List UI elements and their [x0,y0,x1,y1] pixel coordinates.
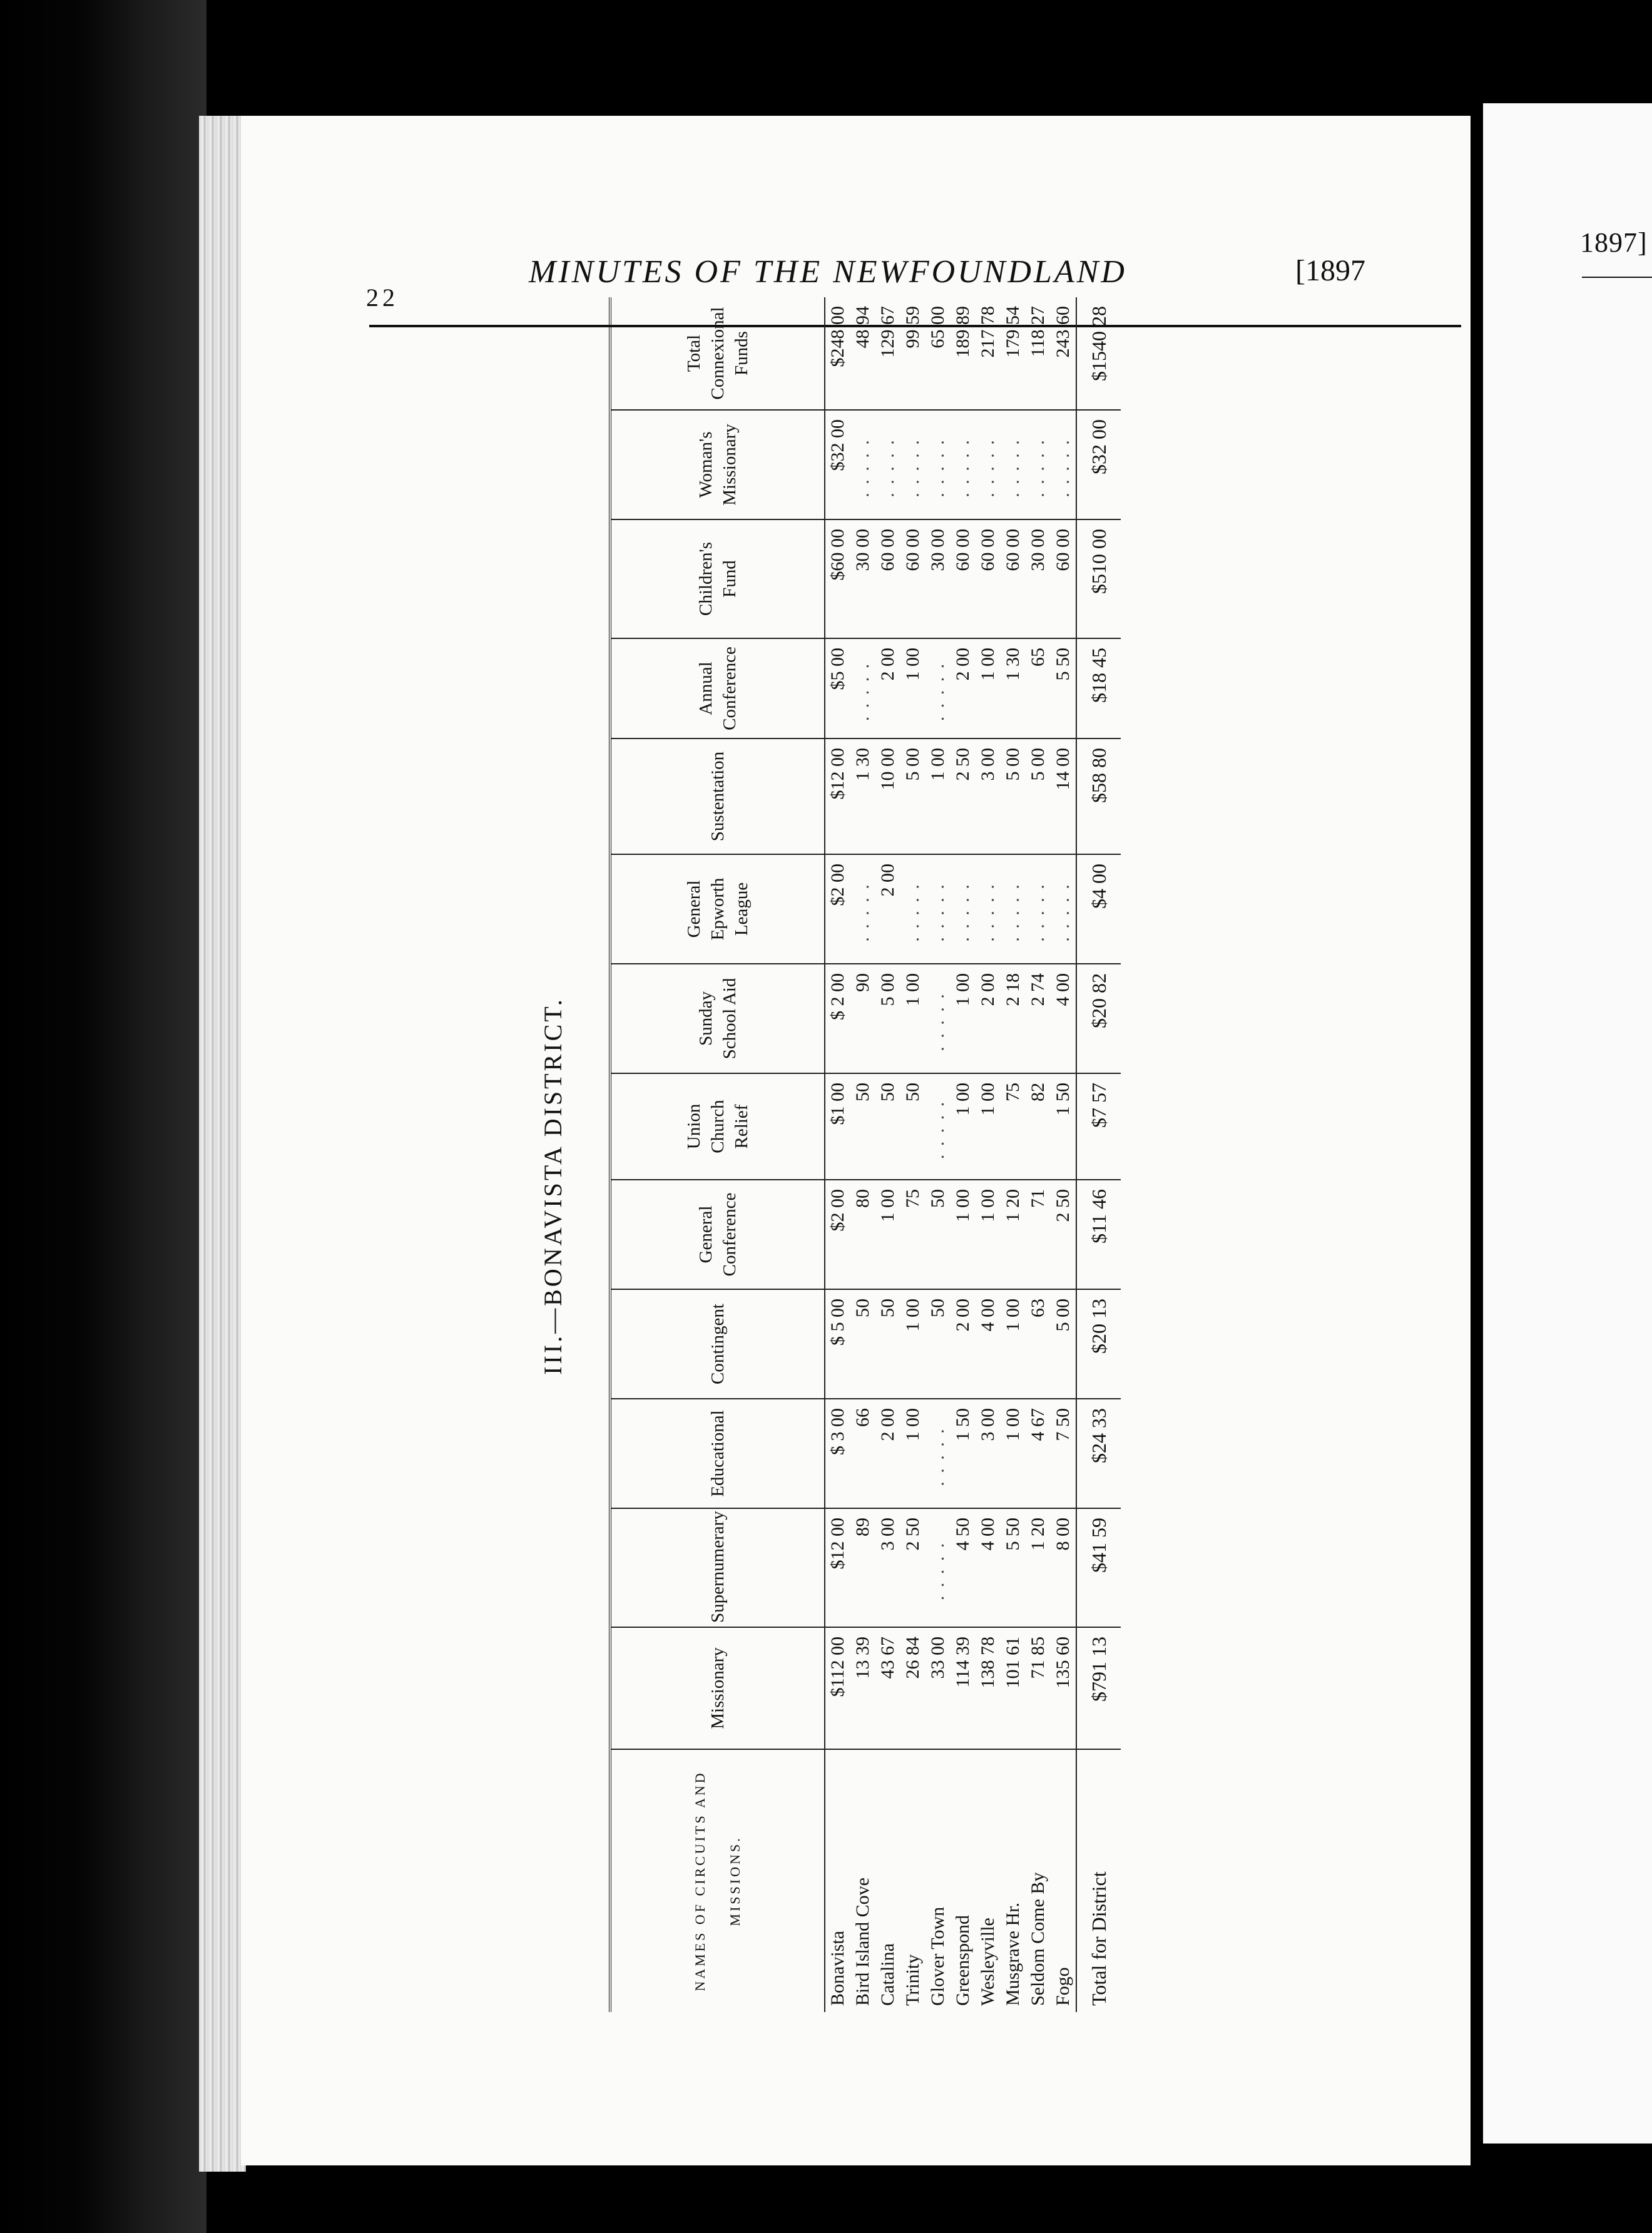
column-header: Missionary [610,1627,825,1749]
amount-cell: 4 00 [1051,964,1076,1073]
amount-cell: 99 59 [900,297,925,410]
total-amount-cell: $4 00 [1076,854,1121,964]
circuit-name-text: Trinity [902,1954,923,2006]
total-amount-cell: $11 46 [1076,1180,1121,1289]
amount-cell: 63 [1026,1289,1051,1399]
amount-cell: $112 00 [825,1627,850,1749]
amount-cell: 2 00 [951,1289,976,1399]
amount-cell: 2 50 [951,738,976,854]
amount-cell: 1 00 [900,964,925,1073]
amount-cell: 3 00 [976,738,1001,854]
amount-cell: 129 67 [875,297,900,410]
amount-cell: 65 00 [925,297,951,410]
amount-cell: $ 3 00 [825,1399,850,1508]
amount-cell: 1 20 [1001,1180,1026,1289]
amount-cell: 5 00 [875,964,900,1073]
circuit-name-text: Bird Island Cove [852,1878,873,2006]
column-header: Supernumerary [610,1508,825,1627]
amount-cell: 50 [850,1289,875,1399]
amount-cell: 60 00 [900,519,925,638]
amount-cell: $60 00 [825,519,850,638]
amount-cell: . . . . . [1001,854,1026,964]
column-header: Union Church Relief [610,1073,825,1180]
amount-cell: 118 27 [1026,297,1051,410]
amount-cell: . . . . . [925,964,951,1073]
column-header: General Epworth League [610,854,825,964]
total-amount-cell: $58 80 [1076,738,1121,854]
circuit-name-text: Seldom Come By [1027,1872,1048,2006]
amount-cell: 179 54 [1001,297,1026,410]
table-row [850,297,875,2012]
amount-cell: $ 5 00 [825,1289,850,1399]
total-amount-cell: $1540 28 [1076,297,1121,410]
amount-cell: 2 50 [1051,1180,1076,1289]
total-amount-cell: $7 57 [1076,1073,1121,1180]
circuit-name [951,1749,976,2012]
table-row [976,297,1001,2012]
column-header: Educational [610,1399,825,1508]
total-row [1076,297,1121,2012]
amount-cell: 80 [850,1180,875,1289]
amount-cell: . . . . . [850,410,875,519]
page-edges [199,116,246,2172]
amount-cell: 4 00 [976,1289,1001,1399]
column-header: Sunday School Aid [610,964,825,1073]
column-header: Sustentation [610,738,825,854]
amount-cell: . . . . . [1051,410,1076,519]
amount-cell: 1 00 [1001,1289,1026,1399]
amount-cell: 66 [850,1399,875,1508]
amount-cell: 5 00 [1026,738,1051,854]
column-header: Total Connexional Funds [610,297,825,410]
amount-cell: 1 00 [976,638,1001,738]
district-title: III.—BONAVISTA DISTRICT. [539,997,567,1375]
amount-cell: 90 [850,964,875,1073]
amount-cell: 1 00 [976,1073,1001,1180]
book-binding-shadow [0,0,206,2233]
amount-cell: $1 00 [825,1073,850,1180]
amount-cell: 48 94 [850,297,875,410]
right-page-rule [1582,277,1652,278]
amount-cell: $32 00 [825,410,850,519]
amount-cell: . . . . . [925,1508,951,1627]
amount-cell: $12 00 [825,738,850,854]
amount-cell: $ 2 00 [825,964,850,1073]
amount-cell: . . . . . [900,854,925,964]
amount-cell: . . . . . [925,410,951,519]
amount-cell: 10 00 [875,738,900,854]
circuit-name-text: Catalina [877,1943,898,2006]
amount-cell: 60 00 [976,519,1001,638]
amount-cell: 1 00 [976,1180,1001,1289]
column-header: Woman's Missionary [610,410,825,519]
amount-cell: 5 00 [1001,738,1026,854]
amount-cell: 1 30 [1001,638,1026,738]
circuit-name [976,1749,1001,2012]
right-page [1483,103,1652,2144]
amount-cell: 1 00 [900,638,925,738]
amount-cell: . . . . . [850,854,875,964]
district-funds-table [609,297,1121,2012]
amount-cell: 1 00 [951,1073,976,1180]
amount-cell: 33 00 [925,1627,951,1749]
amount-cell: 50 [875,1073,900,1180]
amount-cell: . . . . . [925,1073,951,1180]
amount-cell: 30 00 [850,519,875,638]
amount-cell: 1 30 [850,738,875,854]
amount-cell: 2 74 [1026,964,1051,1073]
amount-cell: 5 50 [1001,1508,1026,1627]
amount-cell: 82 [1026,1073,1051,1180]
amount-cell: 60 00 [1051,519,1076,638]
total-amount-cell: $32 00 [1076,410,1121,519]
circuit-name [925,1749,951,2012]
amount-cell: 1 00 [951,1180,976,1289]
amount-cell: . . . . . [1001,410,1026,519]
amount-cell: . . . . . [925,1399,951,1508]
total-label: Total for District [1076,1749,1121,2012]
amount-cell: 50 [900,1073,925,1180]
amount-cell: . . . . . [850,638,875,738]
amount-cell: $248 00 [825,297,850,410]
total-amount-cell: $20 82 [1076,964,1121,1073]
column-header-names: NAMES OF CIRCUITS AND MISSIONS. [610,1749,825,2012]
amount-cell: 114 39 [951,1627,976,1749]
amount-cell: 1 00 [900,1289,925,1399]
rotated-table-area [369,306,1201,2037]
amount-cell: 2 50 [900,1508,925,1627]
amount-cell: 60 00 [1001,519,1026,638]
circuit-name [825,1749,850,2012]
amount-cell: 30 00 [1026,519,1051,638]
amount-cell: $2 00 [825,854,850,964]
amount-cell: 5 50 [1051,638,1076,738]
amount-cell: 135 60 [1051,1627,1076,1749]
amount-cell: 50 [875,1289,900,1399]
circuit-name-text: Greenspond [952,1915,973,2006]
amount-cell: 5 00 [1051,1289,1076,1399]
amount-cell: . . . . . [1026,854,1051,964]
circuit-name-text: Musgrave Hr. [1002,1903,1023,2006]
total-amount-cell: $18 45 [1076,638,1121,738]
table-row [1001,297,1026,2012]
amount-cell: 3 00 [875,1508,900,1627]
total-amount-cell: $791 13 [1076,1627,1121,1749]
amount-cell: . . . . . [1051,854,1076,964]
amount-cell: 1 50 [1051,1073,1076,1180]
table-row [875,297,900,2012]
total-amount-cell: $24 33 [1076,1399,1121,1508]
amount-cell: 60 00 [875,519,900,638]
amount-cell: 30 00 [925,519,951,638]
amount-cell: 2 18 [1001,964,1026,1073]
amount-cell: 3 00 [976,1399,1001,1508]
amount-cell: 5 00 [900,738,925,854]
amount-cell: 50 [850,1073,875,1180]
amount-cell: 101 61 [1001,1627,1026,1749]
amount-cell: 189 89 [951,297,976,410]
total-amount-cell: $20 13 [1076,1289,1121,1399]
amount-cell: . . . . . [976,854,1001,964]
amount-cell: 4 00 [976,1508,1001,1627]
page-number: 22 [366,284,399,312]
amount-cell: . . . . . [925,638,951,738]
table-row [825,297,850,2012]
column-header: Contingent [610,1289,825,1399]
amount-cell: 2 00 [875,638,900,738]
amount-cell: 13 39 [850,1627,875,1749]
circuit-name [900,1749,925,2012]
circuit-name-text: Bonavista [827,1931,848,2006]
circuit-name-text: Wesleyville [977,1918,998,2006]
amount-cell: 65 [1026,638,1051,738]
column-header: General Conference [610,1180,825,1289]
table-row [925,297,951,2012]
circuit-name [1001,1749,1026,2012]
table-row [1051,297,1076,2012]
total-amount-cell: $510 00 [1076,519,1121,638]
circuit-name [850,1749,875,2012]
amount-cell: 1 00 [925,738,951,854]
amount-cell: 2 00 [951,638,976,738]
circuit-name-text: Glover Town [927,1906,948,2006]
amount-cell: . . . . . [925,854,951,964]
amount-cell: . . . . . [875,410,900,519]
amount-cell: . . . . . [951,854,976,964]
amount-cell: 1 50 [951,1399,976,1508]
amount-cell: 50 [925,1289,951,1399]
column-header: Annual Conference [610,638,825,738]
amount-cell: 7 50 [1051,1399,1076,1508]
amount-cell: 1 20 [1026,1508,1051,1627]
circuit-name [875,1749,900,2012]
circuit-name-text: Fogo [1053,1967,1073,2006]
amount-cell: 1 00 [900,1399,925,1508]
circuit-name [1051,1749,1076,2012]
amount-cell: 1 00 [951,964,976,1073]
rotated-content [369,306,1201,2037]
amount-cell: 71 [1026,1180,1051,1289]
amount-cell: 1 00 [1001,1399,1026,1508]
amount-cell: 138 78 [976,1627,1001,1749]
table-row [1026,297,1051,2012]
amount-cell: 26 84 [900,1627,925,1749]
amount-cell: . . . . . [976,410,1001,519]
amount-cell: 60 00 [951,519,976,638]
amount-cell: 2 00 [976,964,1001,1073]
amount-cell: $2 00 [825,1180,850,1289]
amount-cell: 75 [900,1180,925,1289]
amount-cell: 2 00 [875,1399,900,1508]
amount-cell: 2 00 [875,854,900,964]
right-page-year: 1897] [1580,227,1648,258]
amount-cell: 43 67 [875,1627,900,1749]
amount-cell: . . . . . [1026,410,1051,519]
amount-cell: 1 00 [875,1180,900,1289]
amount-cell: 50 [925,1180,951,1289]
running-title: MINUTES OF THE NEWFOUNDLAND [529,254,1127,290]
amount-cell: 14 00 [1051,738,1076,854]
amount-cell: 89 [850,1508,875,1627]
circuit-name [1026,1749,1051,2012]
amount-cell: 243 60 [1051,297,1076,410]
amount-cell: 217 78 [976,297,1001,410]
column-header: Children's Fund [610,519,825,638]
amount-cell: . . . . . [900,410,925,519]
amount-cell: 4 67 [1026,1399,1051,1508]
amount-cell: $5 00 [825,638,850,738]
amount-cell: 4 50 [951,1508,976,1627]
amount-cell: 75 [1001,1073,1026,1180]
amount-cell: . . . . . [951,410,976,519]
table-header-row [610,297,825,2012]
table-row [900,297,925,2012]
amount-cell: 8 00 [1051,1508,1076,1627]
table-row [951,297,976,2012]
amount-cell: $12 00 [825,1508,850,1627]
running-year: [1897 [1295,254,1365,287]
amount-cell: 71 85 [1026,1627,1051,1749]
table-body [825,297,1121,2012]
total-amount-cell: $41 59 [1076,1508,1121,1627]
